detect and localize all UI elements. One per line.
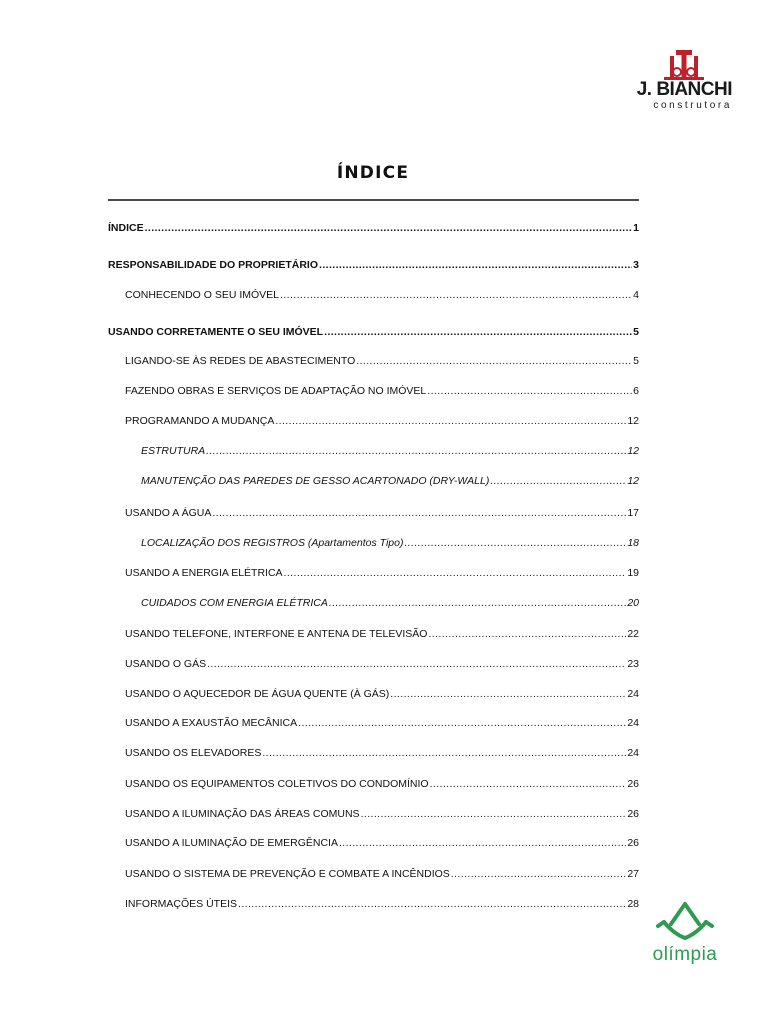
toc-entry-page: 3 <box>633 259 639 271</box>
toc-entry[interactable] <box>125 867 639 881</box>
toc-entry[interactable] <box>141 596 639 610</box>
toc-dot-leader <box>324 325 632 339</box>
toc-dot-leader <box>319 258 632 272</box>
bianchi-emblem-icon <box>664 50 704 80</box>
toc-entry-page: 17 <box>627 507 639 519</box>
toc-entry[interactable] <box>141 474 639 488</box>
j-bianchi-logo <box>636 50 732 126</box>
toc-entry-page: 6 <box>633 385 639 397</box>
toc-entry-label: INFORMAÇÕES ÚTEIS <box>125 898 238 910</box>
toc-entry[interactable] <box>125 288 639 302</box>
toc-entry-label: USANDO O SISTEMA DE PREVENÇÃO E COMBATE A INCÊNDIOS <box>125 868 450 880</box>
toc-entry-page: 24 <box>627 717 639 729</box>
toc-entry[interactable] <box>125 506 639 520</box>
toc-entry-label: USANDO A ILUMINAÇÃO DE EMERGÊNCIA <box>125 837 338 849</box>
toc-entry[interactable] <box>125 627 639 641</box>
toc-dot-leader <box>356 354 632 368</box>
toc-entry-page: 22 <box>627 628 639 640</box>
toc-dot-leader <box>207 657 626 671</box>
toc-dot-leader <box>490 474 626 488</box>
toc-entry[interactable] <box>125 354 639 368</box>
toc-entry[interactable] <box>125 414 639 428</box>
toc-dot-leader <box>430 777 627 791</box>
toc-entry[interactable] <box>125 687 639 701</box>
toc-entry-label: USANDO OS ELEVADORES <box>125 747 262 759</box>
toc-dot-leader <box>428 627 626 641</box>
partner-name: olímpia <box>652 944 718 965</box>
toc-entry-page: 12 <box>627 445 639 457</box>
toc-entry[interactable] <box>125 746 639 760</box>
company-subtitle: construtora <box>653 100 732 111</box>
toc-entry-label: USANDO A ILUMINAÇÃO DAS ÁREAS COMUNS <box>125 808 360 820</box>
toc-dot-leader <box>145 221 633 235</box>
toc-entry[interactable] <box>125 807 639 821</box>
toc-dot-leader <box>361 807 627 821</box>
toc-entry-page: 20 <box>627 597 639 609</box>
toc-dot-leader <box>212 506 626 520</box>
toc-entry-page: 4 <box>633 289 639 301</box>
toc-dot-leader <box>284 566 627 580</box>
toc-entry-label: PROGRAMANDO A MUDANÇA <box>125 415 275 427</box>
toc-entry-label: ESTRUTURA <box>141 445 206 457</box>
toc-entry[interactable] <box>141 536 639 550</box>
page-title: ÍNDICE <box>336 163 410 183</box>
toc-entry-label: LOCALIZAÇÃO DOS REGISTROS (Apartamentos Tipo) <box>141 537 404 549</box>
toc-dot-leader <box>390 687 626 701</box>
toc-entry-page: 26 <box>627 778 639 790</box>
toc-entry-label: USANDO TELEFONE, INTERFONE E ANTENA DE TELEVISÃO <box>125 628 428 640</box>
toc-entry[interactable] <box>125 836 639 850</box>
toc-entry[interactable] <box>125 657 639 671</box>
toc-entry-page: 19 <box>627 567 639 579</box>
toc-dot-leader <box>451 867 627 881</box>
toc-entry[interactable] <box>125 566 639 580</box>
toc-entry[interactable] <box>125 384 639 398</box>
toc-dot-leader <box>206 444 626 458</box>
toc-entry[interactable] <box>108 325 639 339</box>
toc-entry-label: USANDO O AQUECEDOR DE ÁGUA QUENTE (À GÁS) <box>125 688 390 700</box>
olimpia-emblem-icon <box>640 900 730 944</box>
toc-entry-page: 23 <box>627 658 639 670</box>
toc-entry[interactable] <box>108 258 639 272</box>
toc-entry[interactable] <box>108 221 639 235</box>
toc-entry[interactable] <box>125 777 639 791</box>
olimpia-logo <box>640 900 730 966</box>
toc-dot-leader <box>339 836 626 850</box>
toc-entry-label: RESPONSABILIDADE DO PROPRIETÁRIO <box>108 259 319 271</box>
toc-entry-label: LIGANDO-SE ÀS REDES DE ABASTECIMENTO <box>125 355 356 367</box>
toc-entry-page: 28 <box>627 898 639 910</box>
toc-dot-leader <box>298 716 626 730</box>
toc-entry-label: USANDO CORRETAMENTE O SEU IMÓVEL <box>108 326 324 338</box>
toc-entry-label: USANDO OS EQUIPAMENTOS COLETIVOS DO CONDOMÍNIO <box>125 778 429 790</box>
toc-entry-page: 26 <box>627 808 639 820</box>
toc-entry-page: 26 <box>627 837 639 849</box>
toc-entry-page: 24 <box>627 688 639 700</box>
toc-dot-leader <box>280 288 632 302</box>
toc-entry-page: 12 <box>627 475 639 487</box>
toc-dot-leader <box>275 414 626 428</box>
toc-entry-label: USANDO O GÁS <box>125 658 207 670</box>
toc-dot-leader <box>427 384 632 398</box>
toc-entry-page: 1 <box>633 222 639 234</box>
toc-dot-leader <box>262 746 626 760</box>
toc-entry-page: 27 <box>627 868 639 880</box>
toc-dot-leader <box>238 897 626 911</box>
toc-entry-label: USANDO A EXAUSTÃO MECÂNICA <box>125 717 298 729</box>
toc-dot-leader <box>329 596 626 610</box>
toc-entry-page: 5 <box>633 326 639 338</box>
toc-dot-leader <box>404 536 626 550</box>
company-name: J. BIANCHI <box>636 79 732 100</box>
toc-entry[interactable] <box>141 444 639 458</box>
toc-entry-page: 5 <box>633 355 639 367</box>
toc-entry[interactable] <box>125 897 639 911</box>
toc-entry-label: USANDO A ÁGUA <box>125 507 212 519</box>
toc-entry-page: 24 <box>627 747 639 759</box>
toc-entry-label: ÍNDICE <box>108 222 144 234</box>
title-divider <box>108 199 639 201</box>
toc-entry-page: 12 <box>627 415 639 427</box>
toc-entry-label: CUIDADOS COM ENERGIA ELÉTRICA <box>141 597 328 609</box>
toc-entry[interactable] <box>125 716 639 730</box>
toc-entry-label: USANDO A ENERGIA ELÉTRICA <box>125 567 283 579</box>
toc-entry-label: MANUTENÇÃO DAS PAREDES DE GESSO ACARTONADO (DRY-WALL) <box>141 475 490 487</box>
toc-entry-page: 18 <box>627 537 639 549</box>
toc-entry-label: FAZENDO OBRAS E SERVIÇOS DE ADAPTAÇÃO NO IMÓVEL <box>125 385 427 397</box>
toc-entry-label: CONHECENDO O SEU IMÓVEL <box>125 289 280 301</box>
